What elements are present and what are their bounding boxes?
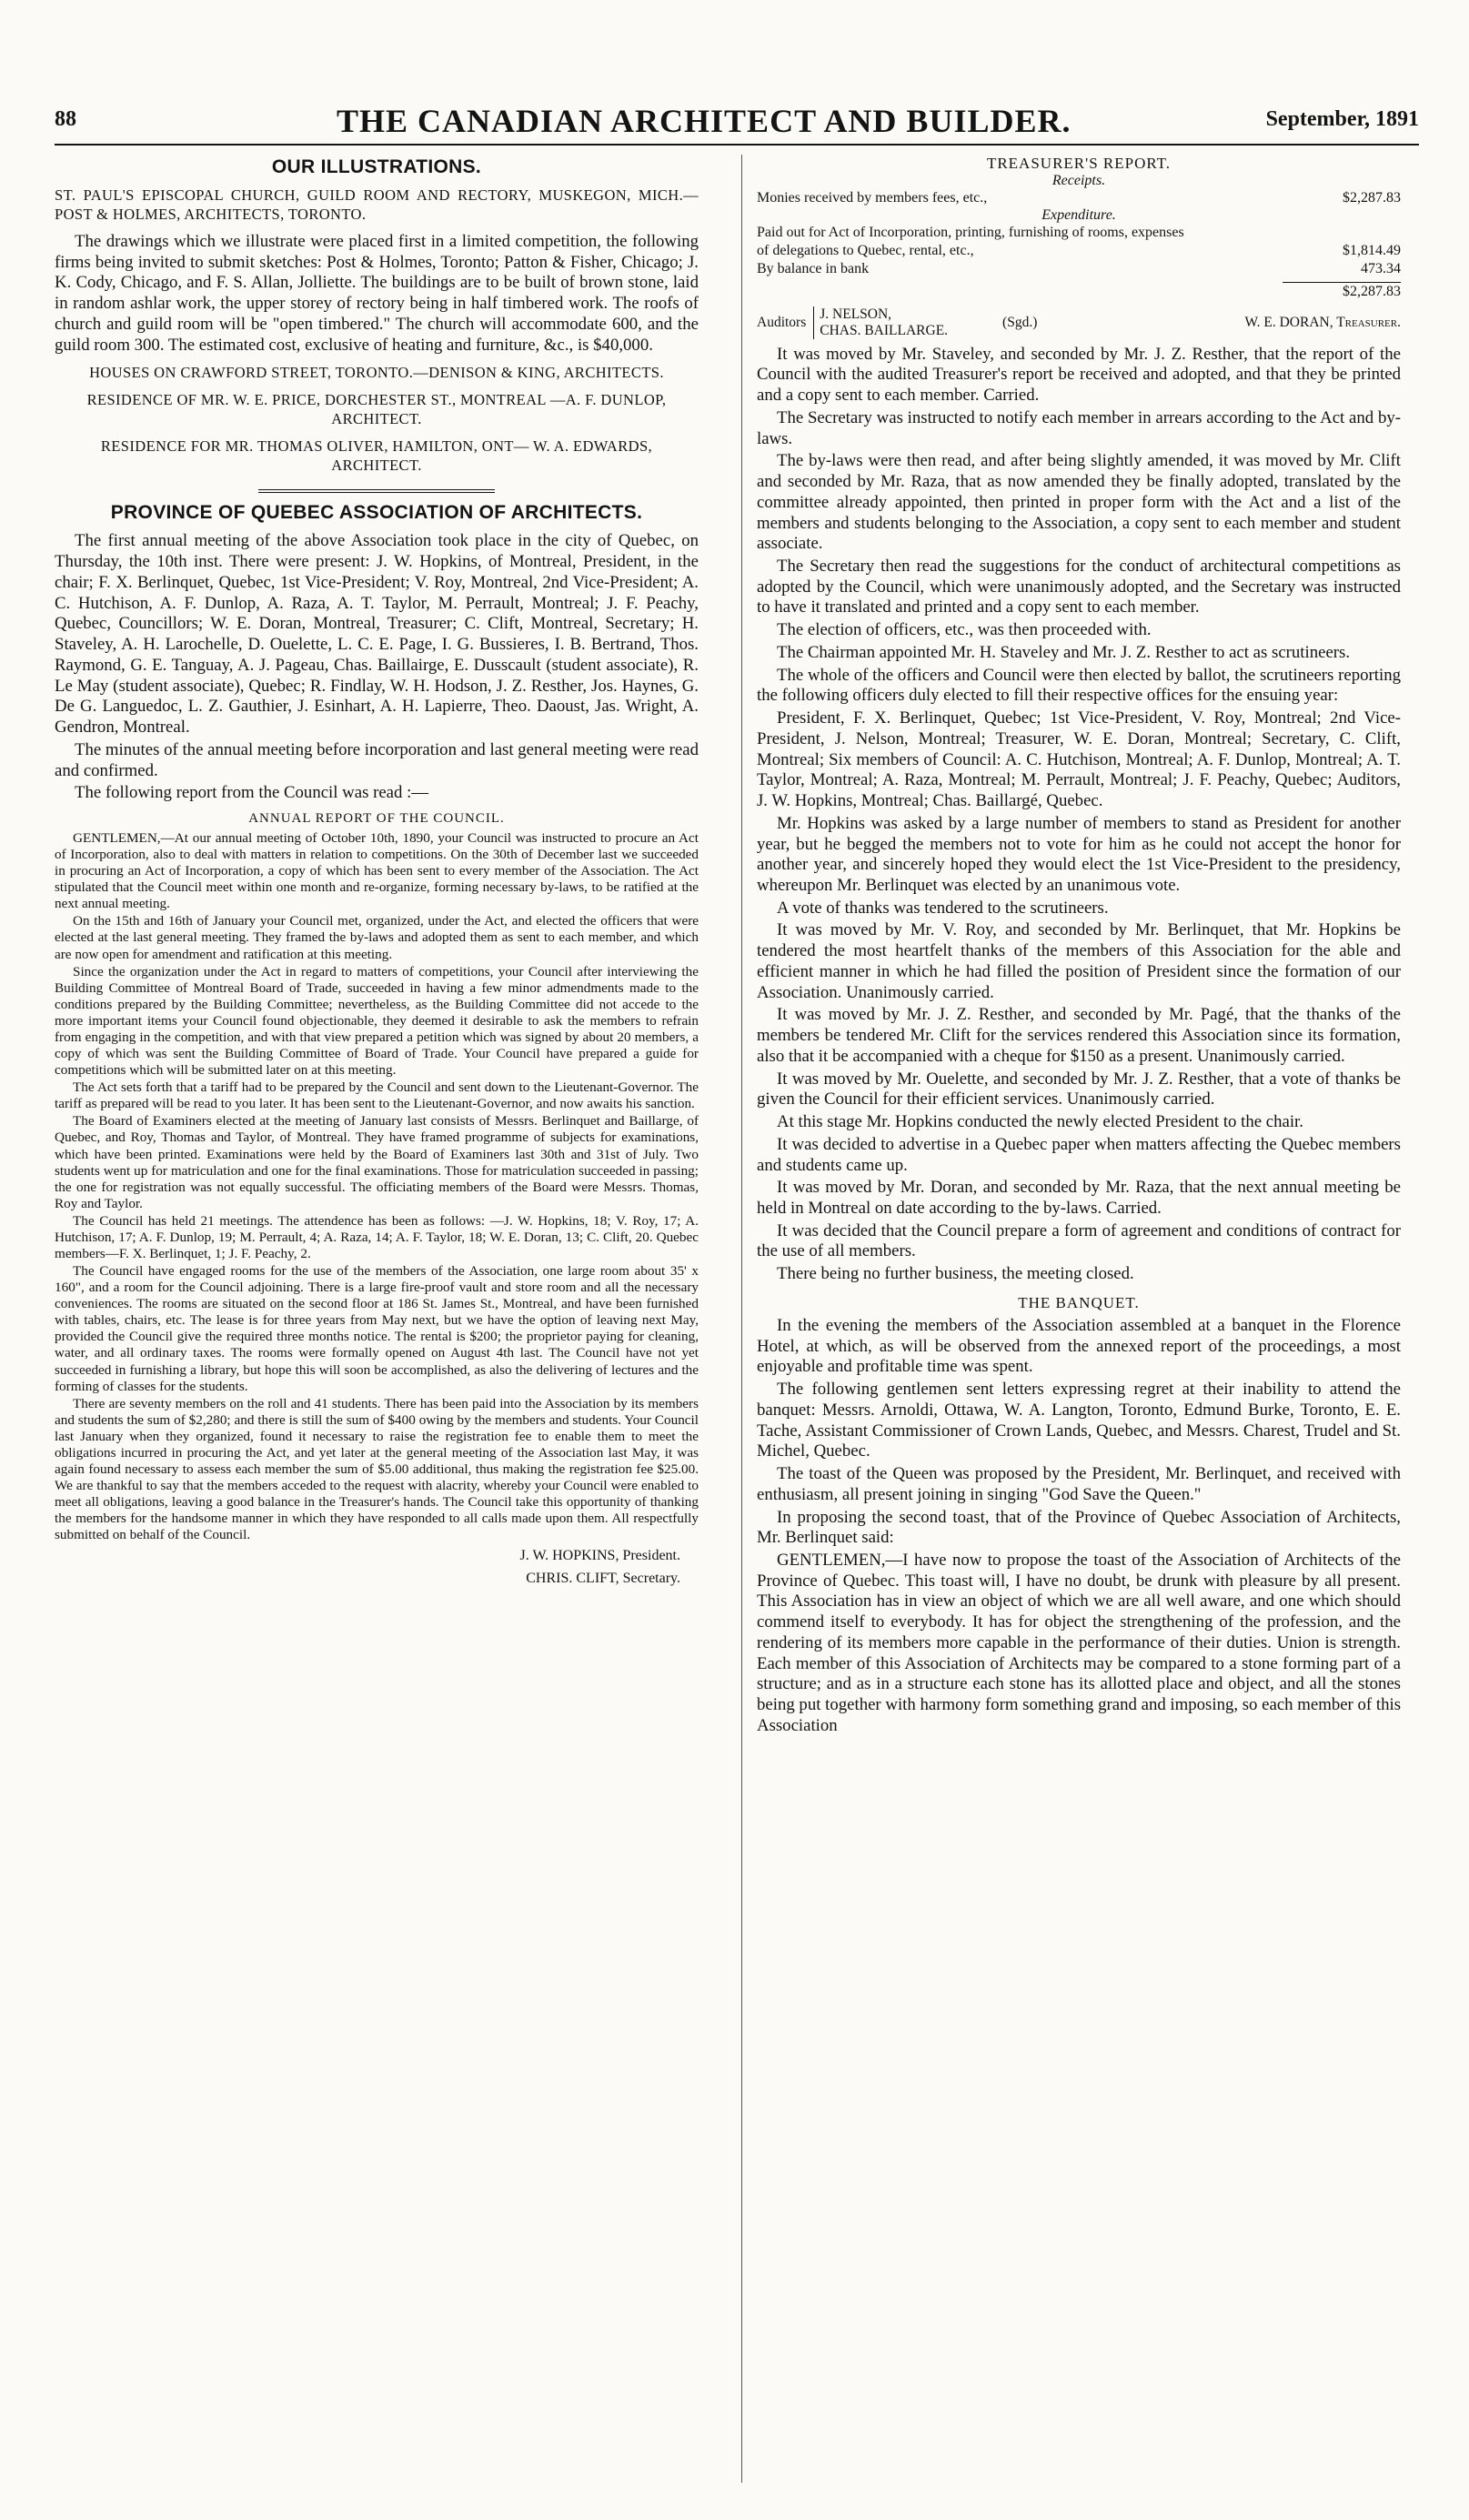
illustration-caption: HOUSES ON CRAWFORD STREET, TORONTO.—DENISON & KING, ARCHITECTS. <box>89 364 664 382</box>
receipts-row <box>757 189 1401 207</box>
report-paragraph: The Act sets forth that a tariff had to be prepared by the Council and sent down to the Lieutenant-Governor. The tariff as prepared will be read to you later. It has been sent to the Lieutenant-Governor, and now awaits his sanction. <box>55 1079 699 1112</box>
paragraph: In the evening the members of the Association assembled at a banquet in the Florence Hotel, at which, as will be observed from the annexed report of the proceedings, a most enjoyable and profitable time was spent. <box>757 1315 1401 1377</box>
banquet-heading: THE BANQUET. <box>1018 1293 1140 1311</box>
right-column <box>757 155 1401 1739</box>
auditor-names <box>813 306 948 339</box>
balance-row <box>757 260 1401 278</box>
paragraph: A vote of thanks was tendered to the scrutineers. <box>777 898 1109 918</box>
secretary-signature: CHRIS. CLIFT, Secretary. <box>526 1571 680 1587</box>
paragraph: Mr. Hopkins was asked by a large number of members to stand as President for another year, but he begged the members not to vote for him as he could not accept the honor for another year, and sincerely hoped they would elect the 1st Vice-President to the presidency, whereupon Mr. Berlinquet was elected by an unanimous vote. <box>757 813 1401 895</box>
expenditure-row-2 <box>757 242 1401 260</box>
receipts-amount: $2,287.83 <box>1343 190 1401 206</box>
total-amount: $2,287.83 <box>1343 284 1401 299</box>
paragraph: The Secretary was instructed to notify each member in arrears according to the Act and by-laws. <box>757 407 1401 448</box>
report-paragraph: GENTLEMEN,—At our annual meeting of October 10th, 1890, your Council was instructed to procure an Act of Incorporation, also to deal with matters in relation to competitions. On the 30th of December last we succeeded in procuring an Act of Incorporation, a copy of which has been sent to every member of the Association. The Act stipulated that the Council meet within one month and re-organize, forming necessary by-laws, to be ratified at the next annual meeting. <box>55 830 699 912</box>
paragraph: It was moved by Mr. V. Roy, and seconded by Mr. Berlinquet, that Mr. Hopkins be tendered the most heartfelt thanks of the members of this Association for the able and efficient manner in which he had filled the position of President since the formation of our Association. Unanimously carried. <box>757 920 1401 1002</box>
paragraph: There being no further business, the meeting closed. <box>777 1264 1134 1284</box>
paragraph: The following gentlemen sent letters expressing regret at their inability to attend the banquet: Messrs. Arnoldi, Ottawa, W. A. Langton, Toronto, Edmund Burke, Toronto, E. E. Tache, Assistant Commissioner of Crown Lands, Quebec, and Messrs. Charest, Trudel and St. Michel, Quebec. <box>757 1380 1401 1461</box>
illustration-caption: ST. PAUL'S EPISCOPAL CHURCH, GUILD ROOM AND RECTORY, MUSKEGON, MICH.—POST & HOLMES, ARCHITECTS, TORONTO. <box>55 186 699 224</box>
paragraph: It was decided that the Council prepare a form of agreement and conditions of contract for the use of all members. <box>757 1220 1401 1261</box>
paragraph: The election of officers, etc., was then proceeded with. <box>777 620 1152 640</box>
paragraph: It was decided to advertise in a Quebec paper when matters affecting the Quebec members and students came up. <box>757 1134 1401 1175</box>
auditors-label: Auditors <box>757 314 807 330</box>
report-paragraph: Since the organization under the Act in regard to matters of competitions, your Council after interviewing the Building Committee of Montreal Board of Trade, succeeded in having a few minor admendments made to the conditions prepared by the Building Committee; nevertheless, as the Building Committee did not accede to the more important items your Council found objectionable, they deemed it desirable to ask the members to refrain from engaging in the competition, and with that view prepared a petition which was signed by about 20 members, a copy of which was sent the Building Committee of Board of Trade. Your Council have prepared a guide for competitions which will be submitted later on at this meeting. <box>55 963 699 1079</box>
paragraph: At this stage Mr. Hopkins conducted the newly elected President to the chair. <box>777 1112 1303 1132</box>
report-paragraph: The Board of Examiners elected at the meeting of January last consists of Messrs. Berlinquet and Baillarge, of Quebec, and Roy, Thomas and Taylor, of Montreal. They have framed programme of subjects for examinations, which have been printed. Examinations were held by the Board of Examiners last 30th and 31st of July. Two students went up for matriculation and one for the final examinations. Those for matriculation succeeded in passing; the one for registration was not equally successful. The officiating members of the Board were Messrs. Thomas, Roy and Taylor. <box>55 1113 699 1211</box>
annual-report-heading: ANNUAL REPORT OF THE COUNCIL. <box>248 811 505 827</box>
paragraph: It was moved by Mr. Ouelette, and seconded by Mr. J. Z. Resther, that a vote of thanks be given the Council for their efficient services. Unanimously carried. <box>757 1069 1401 1109</box>
treasurer-report-heading: TREASURER'S REPORT. <box>986 155 1172 172</box>
auditors-block <box>757 306 1401 339</box>
paragraph: The Chairman appointed Mr. H. Staveley and Mr. J. Z. Resther to act as scrutineers. <box>777 642 1351 662</box>
illustration-caption: RESIDENCE OF MR. W. E. PRICE, DORCHESTER ST., MONTREAL —A. F. DUNLOP, ARCHITECT. <box>86 390 667 428</box>
president-signature: J. W. HOPKINS, President. <box>519 1548 680 1564</box>
report-paragraph: The Council have engaged rooms for the use of the members of the Association, one large room about 35' x 160", and a room for the Council adjoining. There is a large fire-proof vault and store room and all the necessary conveniences. The rooms are situated on the second floor at 186 St. James St., Montreal, and have been furnished with tables, chairs, etc. The lease is for three years from May next, but we have the option of leaving next May, provided the Council give the required three months notice. The rental is $200; the proprietor paying for cleaning, water, and all ordinary taxes. The rooms were formally opened on August 4th last. The Council have not yet succeeded in furnishing a library, but hope this will soon be accomplished, as also the delivering of lectures and the forming of classes for the students. <box>55 1263 699 1394</box>
signed-mark: (Sgd.) <box>1002 314 1038 330</box>
issue-date: September, 1891 <box>1265 107 1419 131</box>
paragraph: It was moved by Mr. Staveley, and seconded by Mr. J. Z. Resther, that the report of the Council with the audited Treasurer's report be received and adopted, and that they be printed and a copy sent to each member. Carried. <box>757 344 1401 406</box>
masthead <box>55 102 1419 144</box>
paragraph: The by-laws were then read, and after being slightly amended, it was moved by Mr. Clift and seconded by Mr. Raza, that as now amended they be finally adopted, translated by the committee already appointed, then printed in proper form with the Act and a list of the members and students belonging to the Association, a copy sent to each member and student associate. <box>757 451 1401 554</box>
paragraph: The drawings which we illustrate were placed first in a limited competition, the following firms being invited to submit sketches: Post & Holmes, Toronto; Patton & Fisher, Chicago; J. K. Cody, Chicago, and F. S. Allan, Jolliette. The buildings are to be built of brown stone, laid in random ashlar work, the upper storey of rectory being in half timbered work. The roofs of church and guild room will be "open timbered." The church will accommodate 600, and the guild room 300. The estimated cost, exclusive of heating and furniture, &c., is $40,000. <box>55 231 699 355</box>
paragraph: It was moved by Mr. J. Z. Resther, and seconded by Mr. Pagé, that the thanks of the members be tendered Mr. Clift for the services rendered this Association since its formation, also that it be accompanied with a cheque for $150 as a present. Unanimously carried. <box>757 1005 1401 1066</box>
expenditure-line: of delegations to Quebec, rental, etc., <box>757 243 974 258</box>
paragraph: The minutes of the annual meeting before incorporation and last general meeting were read and confirmed. <box>55 739 699 780</box>
expenditure-label: Expenditure. <box>1041 207 1116 223</box>
auditor-name: CHAS. BAILLARGE. <box>820 322 949 338</box>
paragraph: The first annual meeting of the above Association took place in the city of Quebec, on Thursday, the 10th inst. There were present: J. W. Hopkins, of Montreal, President, in the chair; F. X. Berlinquet, Quebec, 1st Vice-President; V. Roy, Montreal, 2nd Vice-President; A. C. Hutchison, A. F. Dunlop, A. Raza, A. T. Taylor, M. Perrault, Montreal; J. F. Peachy, Quebec, Councillors; W. E. Doran, Montreal, Treasurer; C. Clift, Montreal, Secretary; H. Staveley, A. H. Larochelle, D. Ouelette, L. C. E. Page, I. G. Bussieres, I. B. Bertrand, Thos. Raymond, G. E. Tanguay, A. J. Pageau, Chas. Baillairge, E. Dusscault (student associate), R. Le May (student associate), Quebec; R. Findlay, W. H. Hodson, J. Z. Resther, Jos. Haynes, G. De G. Languedoc, L. Z. Gauthier, J. Esinhart, A. H. Lapierre, Theo. Daoust, Jas. Wright, A. Gendron, Montreal. <box>55 531 699 738</box>
paragraph: The whole of the officers and Council were then elected by ballot, the scrutineers reporting the following officers duly elected to fill their respective offices for the ensuing year: <box>757 665 1401 706</box>
report-paragraph: The Council has held 21 meetings. The attendence has been as follows: —J. W. Hopkins, 18; V. Roy, 17; A. Hutchison, 17; A. F. Dunlop, 19; M. Perrault, 4; A. Raza, 14; A. F. Taylor, 18; W. E. Doran, 13; C. Clift, 20. Quebec members—F. X. Berlinquet, 1; J. F. Peachy, 2. <box>55 1212 699 1261</box>
left-column <box>55 155 699 1589</box>
paragraph: The following report from the Council was read :— <box>75 783 429 803</box>
paragraph: GENTLEMEN,—I have now to propose the toast of the Association of Architects of the Province of Quebec. This toast will, I have no doubt, be drunk with pleasure by all present. This Association has in view an object of which we are all well aware, and one which should commend itself to everybody. It has for object the strengthening of the profession, and the rendering of its members more capable in the performance of their duties. Union is strength. Each member of this Association of Architects may be compared to a stone forming part of a structure; and as in a structure each stone has its allotted place and object, and all the stones being put together with harmony form something grand and imposing, so each member of this Association <box>757 1551 1401 1735</box>
paragraph: It was moved by Mr. Doran, and seconded by Mr. Raza, that the next annual meeting be held in Montreal on date according to the by-laws. Carried. <box>757 1178 1401 1218</box>
section-divider <box>258 489 495 493</box>
total-row <box>757 283 1401 301</box>
column-divider <box>741 155 742 2483</box>
balance-line: By balance in bank <box>757 261 870 276</box>
masthead-rule <box>55 144 1419 146</box>
illustrations-heading: OUR ILLUSTRATIONS. <box>271 156 482 177</box>
publication-title: THE CANADIAN ARCHITECT AND BUILDER. <box>337 103 1072 139</box>
illustration-caption: RESIDENCE FOR MR. THOMAS OLIVER, HAMILTON, ONT— W. A. EDWARDS, ARCHITECT. <box>100 437 653 475</box>
expenditure-row-1 <box>757 224 1401 242</box>
paragraph: The Secretary then read the suggestions for the conduct of architectural competitions as adopted by the Council, which were unanimously adopted, and the Secretary was instructed to have it translated and printed and a copy sent to each member. <box>757 556 1401 617</box>
expenditure-amount: $1,814.49 <box>1343 243 1401 258</box>
expenditure-line: Paid out for Act of Incorporation, printing, furnishing of rooms, expenses <box>757 225 1184 240</box>
balance-amount: 473.34 <box>1361 261 1401 276</box>
report-paragraph: On the 15th and 16th of January your Council met, organized, under the Act, and elected the officers that were elected at the last general meeting. They framed the by-laws and adopted them as sent to each member, and which are now open for amendment and ratification at this meeting. <box>55 913 699 962</box>
report-paragraph: There are seventy members on the roll and 41 students. There has been paid into the Association by its members and students the sum of $2,280; and there is still the sum of $400 owing by the members and students. Your Council last January when they organized, found it necessary to raise the registration fee to enable them to meet the obligations incurred in procuring the Act, and yet later at the general meeting of the Association last May, it was again found necessary to assess each member the sum of $5.00 additional, thus making the registration fee $25.00. We are thankful to say that the members acceded to the request with alacrity, whereby your Council were enabled to meet all obligations, leaving a good balance in the Treasurer's hands. The Council take this opportunity of thanking the members for the handsome manner in which they have responded to all calls made upon them. All respectfully submitted on behalf of the Council. <box>55 1395 699 1543</box>
quebec-association-heading: PROVINCE OF QUEBEC ASSOCIATION OF ARCHITECTS. <box>110 502 643 524</box>
page-number: 88 <box>55 107 76 131</box>
receipts-label: Receipts. <box>1051 173 1106 188</box>
paragraph: President, F. X. Berlinquet, Quebec; 1st Vice-President, V. Roy, Montreal; 2nd Vice-President, J. Nelson, Montreal; Treasurer, W. E. Doran, Montreal; Secretary, C. Clift, Montreal; Six members of Council: A. C. Hutchison, Montreal; A. F. Dunlop, Montreal; A. T. Taylor, Montreal; A. Raza, Montreal; M. Perrault, Montreal; J. F. Peachy, Quebec; Auditors, J. W. Hopkins, Montreal; Chas. Baillargé, Quebec. <box>757 708 1401 811</box>
receipts-line: Monies received by members fees, etc., <box>757 190 988 206</box>
paragraph: The toast of the Queen was proposed by the President, Mr. Berlinquet, and received with enthusiasm, all present joining in singing "God Save the Queen." <box>757 1464 1401 1504</box>
paragraph: In proposing the second toast, that of the Province of Quebec Association of Architects, Mr. Berlinquet said: <box>757 1507 1401 1548</box>
auditor-name: J. NELSON, <box>820 306 892 322</box>
treasurer-signature: W. E. DORAN, Treasurer. <box>1244 314 1401 330</box>
